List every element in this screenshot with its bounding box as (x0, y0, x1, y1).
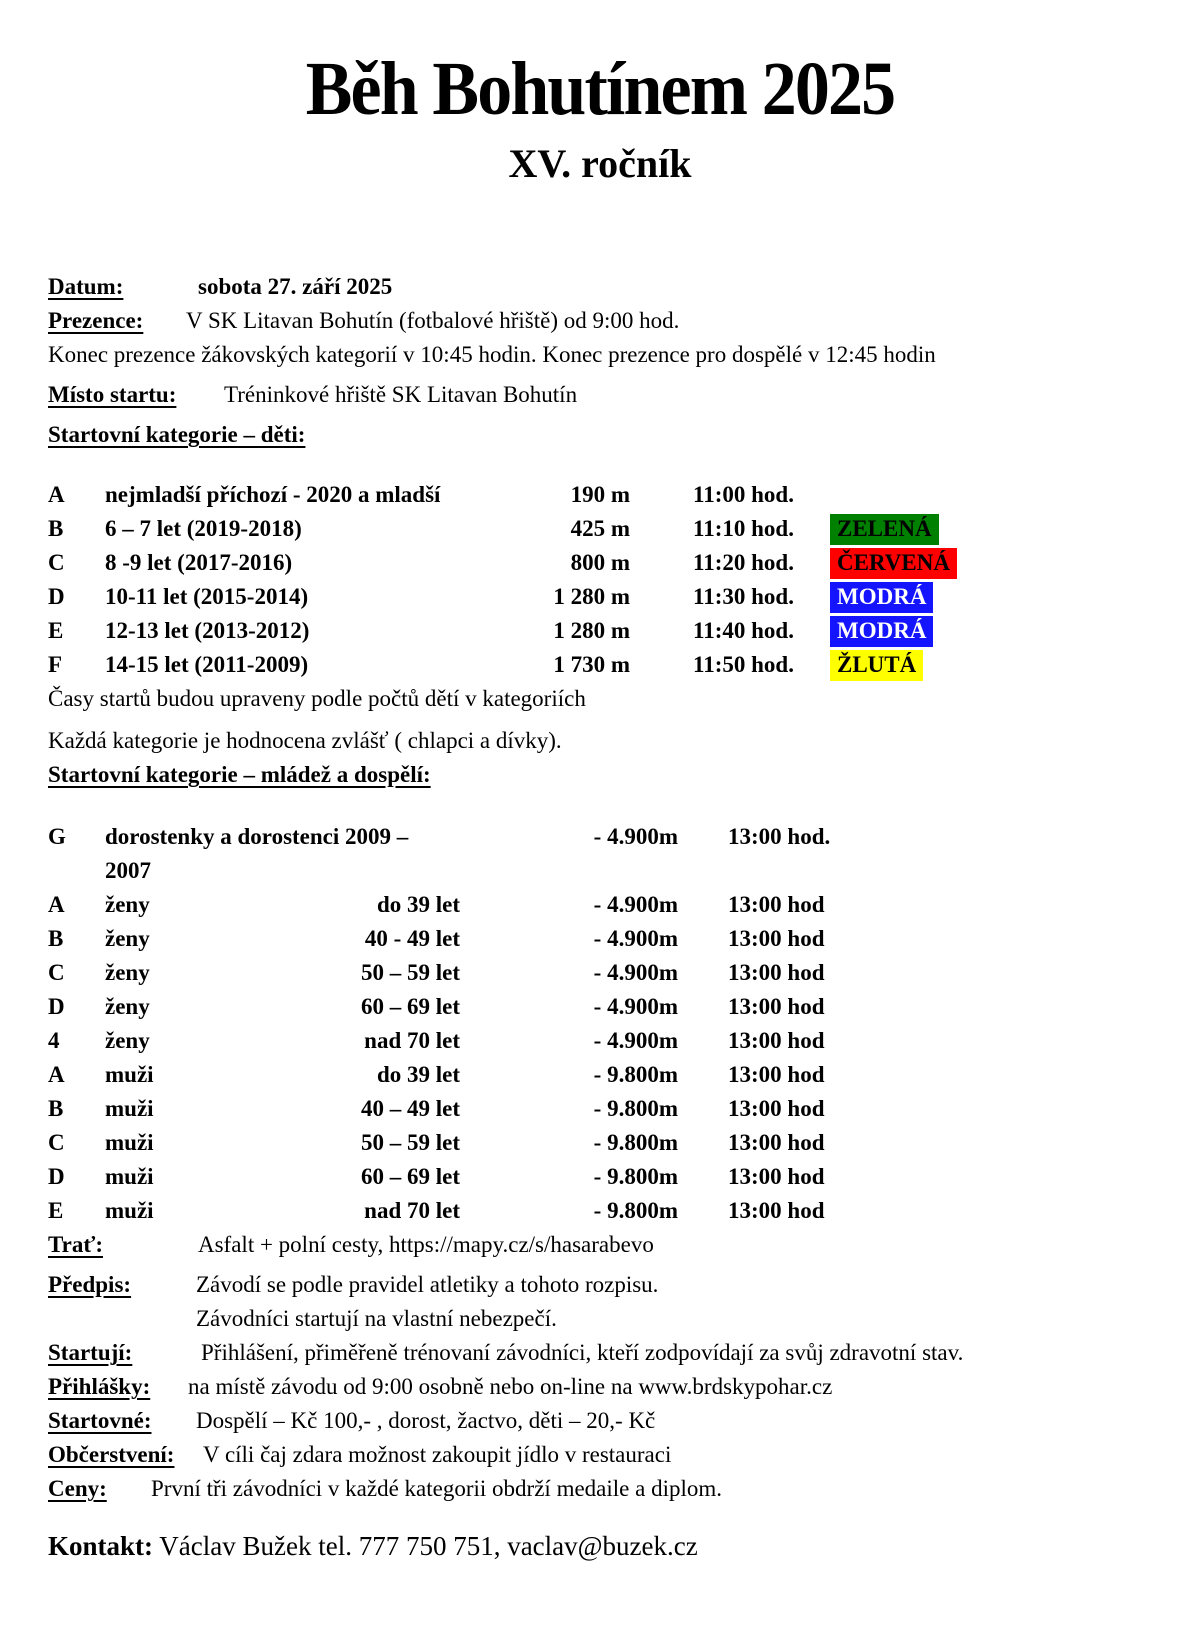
category-time: 13:00 hod (728, 1198, 825, 1223)
predpis-note: Závodníci startují na vlastní nebezpečí. (196, 1306, 557, 1331)
category-letter: D (48, 1164, 65, 1189)
category-letter: A (48, 482, 65, 507)
category-group: ženy (105, 892, 150, 917)
prihlasky-label: Přihlášky: (48, 1374, 151, 1399)
prezence-note: Konec prezence žákovských kategorií v 10:45 hodin. Konec prezence pro dospělé v 12:45 hodin (48, 342, 936, 367)
category-age: do 39 let (376, 1062, 460, 1087)
adults-row-D-zeny (48, 990, 1152, 1024)
adults-row-C-muzi (48, 1126, 1152, 1160)
category-group: muži (105, 1096, 154, 1121)
category-letter: A (48, 1062, 65, 1087)
contact-row (48, 1528, 1152, 1564)
category-time: 13:00 hod (728, 960, 825, 985)
adults-row-C-zeny (48, 956, 1152, 990)
category-age: 60 – 69 let (360, 1164, 460, 1189)
category-time: 11:30 hod. (693, 584, 794, 609)
category-desc: 8 -9 let (2017-2016) (105, 550, 293, 575)
category-distance: - 4.900m (593, 1028, 678, 1053)
color-badge-red: ČERVENÁ (830, 548, 957, 579)
category-time: 13:00 hod (728, 1096, 825, 1121)
obcerstveni-label: Občerstvení: (48, 1442, 175, 1467)
category-group: muži (105, 1198, 154, 1223)
category-distance: - 4.900m (593, 960, 678, 985)
category-distance: - 9.800m (593, 1198, 678, 1223)
category-distance: - 4.900m (593, 892, 678, 917)
obcerstveni-value: V cíli čaj zdara možnost zakoupit jídlo v restauraci (203, 1442, 672, 1467)
category-time: 13:00 hod (728, 1130, 825, 1155)
category-age: do 39 let (376, 892, 460, 917)
startovne-value: Dospělí – Kč 100,- , dorost, žactvo, děti – 20,- Kč (196, 1408, 656, 1433)
category-letter: C (48, 960, 65, 985)
category-age: 50 – 59 let (360, 1130, 460, 1155)
contact-value: Václav Bužek tel. 777 750 751, vaclav@buzek.cz (159, 1531, 698, 1561)
category-letter: B (48, 926, 64, 951)
adults-row-4-zeny (48, 1024, 1152, 1058)
adults-row-B-zeny (48, 922, 1152, 956)
category-desc: 12-13 let (2013-2012) (105, 618, 310, 643)
category-distance: - 4.900m (593, 926, 678, 951)
startovne-row (48, 1404, 1152, 1438)
category-distance: 190 m (570, 482, 630, 507)
category-letter: C (48, 550, 65, 575)
category-time: 13:00 hod (728, 892, 825, 917)
children-note-2: Každá kategorie je hodnocena zvlášť ( chlapci a dívky). (48, 728, 562, 753)
category-letter: A (48, 892, 65, 917)
startuji-label: Startují: (48, 1340, 133, 1365)
misto-startu-label: Místo startu: (48, 382, 177, 407)
ceny-label: Ceny: (48, 1476, 107, 1501)
category-group: ženy (105, 1028, 150, 1053)
trat-value: Asfalt + polní cesty, https://mapy.cz/s/hasarabevo (198, 1232, 654, 1257)
datum-value: sobota 27. září 2025 (198, 274, 393, 299)
category-distance: - 9.800m (593, 1130, 678, 1155)
category-time: 13:00 hod (728, 1062, 825, 1087)
children-heading: Startovní kategorie – děti: (48, 422, 306, 447)
category-time: 11:50 hod. (693, 652, 794, 677)
category-age: nad 70 let (364, 1198, 460, 1223)
category-age: 40 – 49 let (360, 1096, 460, 1121)
category-group: dorostenky a dorostenci 2009 – 2007 (105, 824, 409, 883)
category-time: 13:00 hod (728, 1028, 825, 1053)
children-row-F (48, 648, 1152, 682)
category-letter: C (48, 1130, 65, 1155)
adults-heading: Startovní kategorie – mládež a dospělí: (48, 762, 431, 787)
category-desc: 10-11 let (2015-2014) (105, 584, 309, 609)
children-row-E (48, 614, 1152, 648)
category-distance: - 9.800m (593, 1096, 678, 1121)
adults-row-A-zeny (48, 888, 1152, 922)
misto-startu-value: Tréninkové hřiště SK Litavan Bohutín (224, 382, 578, 407)
children-note-1: Časy startů budou upraveny podle počtů dětí v kategoriích (48, 686, 586, 711)
obcerstveni-row (48, 1438, 1152, 1472)
adults-row-D-muzi (48, 1160, 1152, 1194)
category-group: muži (105, 1130, 154, 1155)
color-badge-green: ZELENÁ (830, 514, 939, 545)
predpis-value: Závodí se podle pravidel atletiky a tohoto rozpisu. (196, 1272, 659, 1297)
category-time: 13:00 hod (728, 994, 825, 1019)
category-desc: 14-15 let (2011-2009) (105, 652, 309, 677)
category-time: 13:00 hod (728, 1164, 825, 1189)
trat-label: Trať: (48, 1232, 103, 1257)
prihlasky-value: na místě závodu od 9:00 osobně nebo on-line na www.brdskypohar.cz (188, 1374, 833, 1399)
prihlasky-row (48, 1370, 1152, 1404)
category-letter: D (48, 584, 65, 609)
category-distance: - 4.900m (593, 824, 678, 849)
children-row-A (48, 478, 1152, 512)
predpis-row (48, 1268, 1152, 1302)
category-distance: - 9.800m (593, 1164, 678, 1189)
category-time: 11:20 hod. (693, 550, 794, 575)
category-time: 13:00 hod. (728, 824, 831, 849)
adults-row-G (48, 820, 1152, 888)
category-group: ženy (105, 994, 150, 1019)
adults-row-B-muzi (48, 1092, 1152, 1126)
category-group: muži (105, 1164, 154, 1189)
category-age: 50 – 59 let (360, 960, 460, 985)
category-age: 60 – 69 let (360, 994, 460, 1019)
category-distance: - 9.800m (593, 1062, 678, 1087)
category-distance: - 4.900m (593, 994, 678, 1019)
children-row-C (48, 546, 1152, 580)
trat-row (48, 1228, 1152, 1262)
category-group: ženy (105, 960, 150, 985)
color-badge-blue: MODRÁ (830, 616, 933, 647)
category-time: 11:40 hod. (693, 618, 794, 643)
color-badge-yellow: ŽLUTÁ (830, 650, 923, 681)
category-distance: 425 m (570, 516, 630, 541)
category-desc: 6 – 7 let (2019-2018) (105, 516, 302, 541)
misto-startu-row (48, 378, 1152, 412)
adults-table (48, 820, 1152, 1228)
category-letter: 4 (48, 1028, 60, 1053)
category-distance: 1 730 m (553, 652, 630, 677)
category-letter: B (48, 516, 64, 541)
category-letter: D (48, 994, 65, 1019)
prezence-value: V SK Litavan Bohutín (fotbalové hřiště) od 9:00 hod. (186, 308, 680, 333)
prezence-label: Prezence: (48, 308, 144, 333)
startuji-value: Přihlášení, přiměřeně trénovaní závodníci, kteří zodpovídají za svůj zdravotní stav. (201, 1340, 964, 1365)
color-badge-blue: MODRÁ (830, 582, 933, 613)
children-row-D (48, 580, 1152, 614)
children-row-B (48, 512, 1152, 546)
category-group: muži (105, 1062, 154, 1087)
predpis-label: Předpis: (48, 1272, 132, 1297)
category-age: 40 - 49 let (364, 926, 460, 951)
children-table (48, 478, 1152, 682)
category-distance: 800 m (570, 550, 630, 575)
category-letter: B (48, 1096, 64, 1121)
startuji-row (48, 1336, 1152, 1370)
ceny-row (48, 1472, 1152, 1506)
page-subtitle: XV. ročník (508, 141, 692, 186)
category-time: 13:00 hod (728, 926, 825, 951)
startovne-label: Startovné: (48, 1408, 152, 1433)
category-letter: E (48, 618, 64, 643)
category-desc: nejmladší příchozí - 2020 a mladší (105, 482, 441, 507)
category-time: 11:10 hod. (693, 516, 794, 541)
contact-label: Kontakt: (48, 1531, 154, 1561)
category-distance: 1 280 m (553, 618, 630, 643)
datum-label: Datum: (48, 274, 124, 299)
category-group: ženy (105, 926, 150, 951)
category-letter: G (48, 824, 66, 849)
adults-row-A-muzi (48, 1058, 1152, 1092)
category-letter: F (48, 652, 63, 677)
category-age: nad 70 let (364, 1028, 460, 1053)
category-distance: 1 280 m (553, 584, 630, 609)
category-time: 11:00 hod. (693, 482, 794, 507)
adults-row-E-muzi (48, 1194, 1152, 1228)
ceny-value: První tři závodníci v každé kategorii obdrží medaile a diplom. (151, 1476, 722, 1501)
datum-row (48, 270, 1152, 304)
prezence-row (48, 304, 1152, 338)
category-letter: E (48, 1198, 64, 1223)
page-title: Běh Bohutínem 2025 (305, 47, 895, 131)
